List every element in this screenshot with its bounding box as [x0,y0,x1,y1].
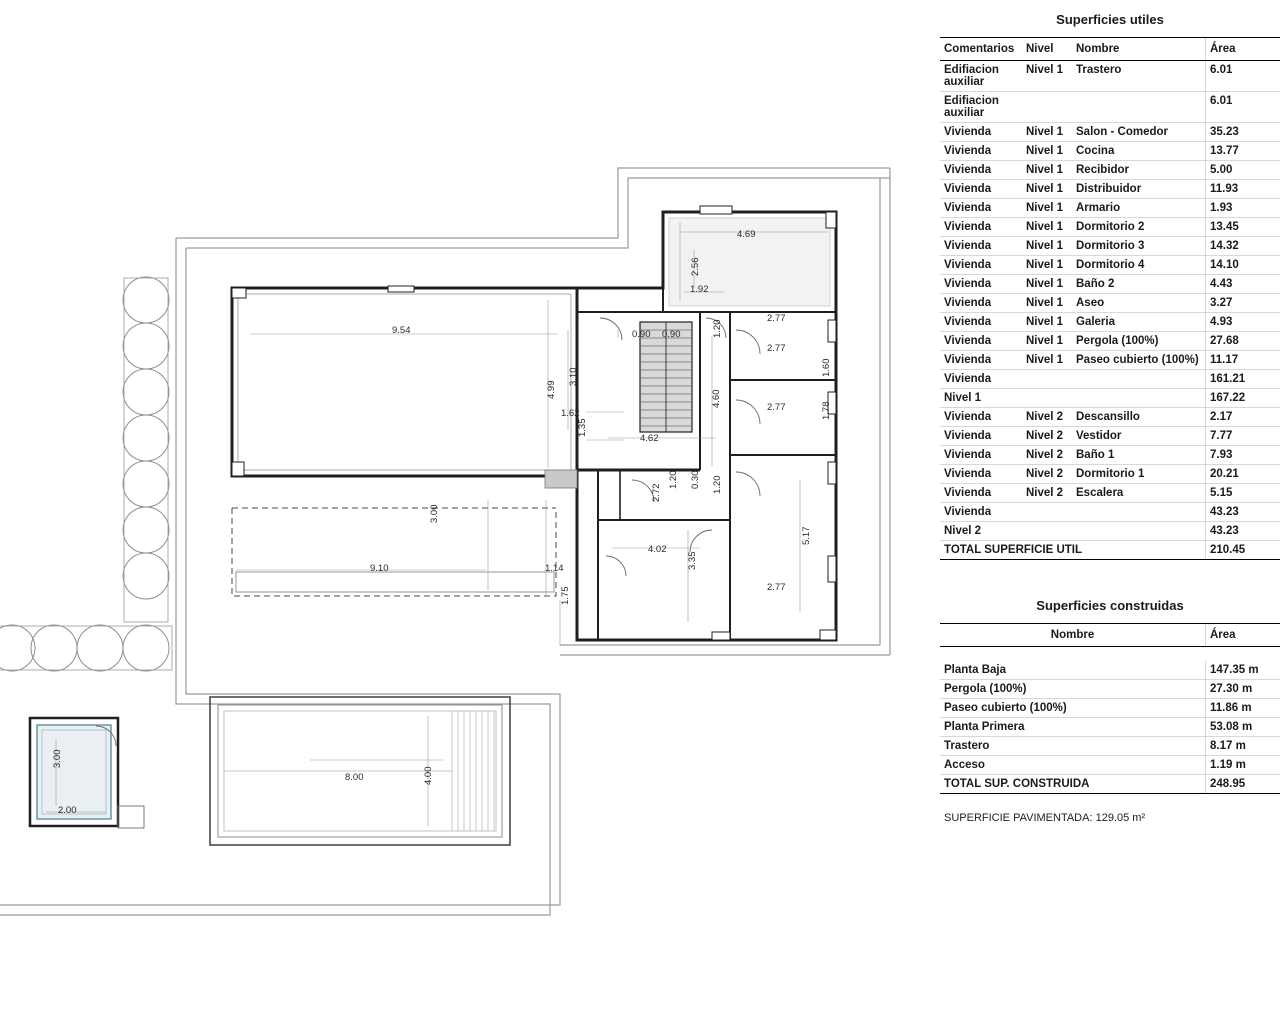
cell-comentarios: Vivienda [940,199,1022,218]
cell-nombre: Dormitorio 4 [1072,256,1206,275]
table-row [940,522,1280,541]
dim-2-77-d: 2.77 [767,582,786,593]
cell-nivel: Nivel 1 [1022,199,1072,218]
cell-nombre [1072,503,1206,522]
cell-nombre: Dormitorio 2 [1072,218,1206,237]
cell-nivel [1022,522,1072,541]
dim-5-17: 5.17 [801,526,812,545]
dim-0-90-b: 0.90 [662,329,681,340]
paved-surface-note: SUPERFICIE PAVIMENTADA: 129.05 m² [944,812,1146,824]
cell-comentarios: Nivel 1 [940,389,1022,408]
dim-2-77-a: 2.77 [767,313,786,324]
cell-area: 11.86 m [1206,699,1280,718]
table-row [940,680,1280,699]
table-total-row-construidas [940,775,1280,794]
table-row [940,332,1280,351]
cell-nombre: Armario [1072,199,1206,218]
cell-area: 5.00 [1206,161,1280,180]
cell-area: 43.23 [1206,503,1280,522]
cell-nombre: Descansillo [1072,408,1206,427]
cell-area: 1.19 m [1206,756,1280,775]
table-row [940,661,1280,680]
cell-nombre: Recibidor [1072,161,1206,180]
table-superficies-construidas [940,623,1280,794]
cell-comentarios: Vivienda [940,180,1022,199]
table-row [940,294,1280,313]
cell-comentarios: Vivienda [940,123,1022,142]
cell-nombre: Trastero [1072,61,1206,92]
table-spacer [940,647,1280,662]
cell-comentarios: Vivienda [940,446,1022,465]
cell-area: 8.17 m [1206,737,1280,756]
cell-nivel [1022,92,1072,123]
cell-nombre [1072,389,1206,408]
header-nombre: Nombre [1072,38,1206,61]
table-row [940,92,1280,123]
cell-nivel: Nivel 1 [1022,294,1072,313]
cell-comentarios: Vivienda [940,484,1022,503]
cell-nombre: Salon - Comedor [1072,123,1206,142]
dim-1-20-mid: 1.20 [668,470,679,489]
cell-comentarios: Edifiacion auxiliar [940,92,1022,123]
cell-nombre [1072,522,1206,541]
dim-1-14: 1.14 [545,563,564,574]
table-row [940,389,1280,408]
table-row [940,756,1280,775]
dim-4-69: 4.69 [737,229,756,240]
cell-comentarios: Vivienda [940,427,1022,446]
dim-2-56: 2.56 [690,257,701,276]
cell-area: 2.17 [1206,408,1280,427]
cell-nivel: Nivel 2 [1022,484,1072,503]
cell-area: 53.08 m [1206,718,1280,737]
cell-comentarios: Vivienda [940,503,1022,522]
total-label: TOTAL SUP. CONSTRUIDA [940,775,1206,794]
cell-nombre [1072,92,1206,123]
dim-0-30: 0.30 [690,470,701,489]
cell-area: 161.21 [1206,370,1280,389]
cell-nivel [1022,389,1072,408]
cell-nombre [1072,370,1206,389]
cell-nombre: Galeria [1072,313,1206,332]
cell-area: 11.93 [1206,180,1280,199]
cell-nivel: Nivel 1 [1022,332,1072,351]
table-row [940,737,1280,756]
table-row [940,484,1280,503]
cell-area: 147.35 m [1206,661,1280,680]
cell-area: 3.27 [1206,294,1280,313]
dim-1-60: 1.60 [821,358,832,377]
table-row [940,61,1280,92]
header-nivel: Nivel [1022,38,1072,61]
header-area: Área [1206,624,1280,647]
table-row [940,218,1280,237]
dim-1-75: 1.75 [560,586,571,605]
cell-nombre: Paseo cubierto (100%) [940,699,1206,718]
cell-nivel [1022,503,1072,522]
table-row [940,180,1280,199]
cell-area: 1.93 [1206,199,1280,218]
cell-comentarios: Vivienda [940,237,1022,256]
dim-4-02: 4.02 [648,544,667,555]
dim-9-10: 9.10 [370,563,389,574]
table-header-row [940,38,1280,61]
dim-1-62: 1.62 [561,408,580,419]
cell-area: 11.17 [1206,351,1280,370]
cell-comentarios: Vivienda [940,256,1022,275]
table-title-utiles: Superficies utiles [1056,12,1164,27]
dim-2-00-aux: 2.00 [58,805,77,816]
cell-area: 14.10 [1206,256,1280,275]
cell-nombre: Cocina [1072,142,1206,161]
dim-4-00: 4.00 [423,766,434,785]
cell-nivel: Nivel 2 [1022,427,1072,446]
cell-comentarios: Vivienda [940,218,1022,237]
table-total-row-utiles [940,541,1280,560]
cell-nivel: Nivel 1 [1022,180,1072,199]
dim-1-78: 1.78 [821,401,832,420]
cell-nombre: Baño 1 [1072,446,1206,465]
cell-nivel: Nivel 1 [1022,123,1072,142]
table-row [940,446,1280,465]
cell-area: 14.32 [1206,237,1280,256]
total-area: 210.45 [1206,541,1280,560]
cell-comentarios: Vivienda [940,351,1022,370]
cell-comentarios: Nivel 2 [940,522,1022,541]
cell-nombre: Escalera [1072,484,1206,503]
cell-nombre: Pergola (100%) [940,680,1206,699]
dim-4-99: 4.99 [546,380,557,399]
area-tables-panel [940,0,1280,1024]
table-row [940,699,1280,718]
table-row [940,275,1280,294]
cell-comentarios: Vivienda [940,142,1022,161]
cell-area: 13.77 [1206,142,1280,161]
dim-2-77-b: 2.77 [767,343,786,354]
cell-nivel: Nivel 1 [1022,351,1072,370]
table-row [940,718,1280,737]
dim-1-20-right: 1.20 [712,475,723,494]
cell-nombre: Vestidor [1072,427,1206,446]
cell-nivel: Nivel 1 [1022,161,1072,180]
dim-9-54: 9.54 [392,325,411,336]
cell-area: 167.22 [1206,389,1280,408]
cell-comentarios: Vivienda [940,408,1022,427]
cell-nivel: Nivel 1 [1022,275,1072,294]
dim-4-62: 4.62 [640,433,659,444]
cell-area: 4.93 [1206,313,1280,332]
cell-nivel: Nivel 2 [1022,408,1072,427]
cell-nivel: Nivel 1 [1022,61,1072,92]
cell-nombre: Pergola (100%) [1072,332,1206,351]
cell-area: 27.30 m [1206,680,1280,699]
table-row [940,161,1280,180]
cell-nombre: Paseo cubierto (100%) [1072,351,1206,370]
cell-nivel: Nivel 2 [1022,446,1072,465]
cell-comentarios: Vivienda [940,332,1022,351]
cell-nivel: Nivel 1 [1022,218,1072,237]
table-row [940,313,1280,332]
cell-nivel: Nivel 1 [1022,256,1072,275]
cell-nombre: Dormitorio 1 [1072,465,1206,484]
cell-nombre: Trastero [940,737,1206,756]
cell-comentarios: Vivienda [940,370,1022,389]
table-row [940,408,1280,427]
cell-nivel [1022,370,1072,389]
table-header-row [940,624,1280,647]
dim-3-00: 3.00 [429,504,440,523]
cell-area: 27.68 [1206,332,1280,351]
table-row [940,142,1280,161]
cell-area: 6.01 [1206,92,1280,123]
cell-nivel: Nivel 1 [1022,237,1072,256]
table-row [940,237,1280,256]
header-comentarios: Comentarios [940,38,1022,61]
cell-nombre: Baño 2 [1072,275,1206,294]
table-row [940,370,1280,389]
cell-nombre: Acceso [940,756,1206,775]
cell-comentarios: Vivienda [940,313,1022,332]
dim-1-35: 1.35 [577,418,588,437]
table-row [940,123,1280,142]
cell-area: 43.23 [1206,522,1280,541]
dim-0-90-a: 0.90 [632,329,651,340]
cell-comentarios: Edifiacion auxiliar [940,61,1022,92]
cell-nombre: Planta Primera [940,718,1206,737]
cell-area: 4.43 [1206,275,1280,294]
cell-nombre: Dormitorio 3 [1072,237,1206,256]
table-title-construidas: Superficies construidas [1036,598,1184,613]
dim-3-10: 3.10 [568,367,579,386]
cell-comentarios: Vivienda [940,465,1022,484]
header-area: Área [1206,38,1280,61]
table-row [940,199,1280,218]
table-superficies-utiles [940,37,1280,560]
cell-area: 13.45 [1206,218,1280,237]
dim-2-77-c: 2.77 [767,402,786,413]
cell-nivel: Nivel 1 [1022,313,1072,332]
total-area: 248.95 [1206,775,1280,794]
dim-1-92: 1.92 [690,284,709,295]
dim-2-72: 2.72 [651,483,662,502]
cell-comentarios: Vivienda [940,161,1022,180]
total-label: TOTAL SUPERFICIE UTIL [940,541,1206,560]
dim-3-00-aux: 3.00 [52,749,63,768]
table-row [940,503,1280,522]
table-row [940,427,1280,446]
table-row [940,465,1280,484]
cell-area: 5.15 [1206,484,1280,503]
cell-area: 35.23 [1206,123,1280,142]
cell-area: 7.77 [1206,427,1280,446]
cell-comentarios: Vivienda [940,294,1022,313]
cell-nivel: Nivel 1 [1022,142,1072,161]
dim-4-60: 4.60 [711,389,722,408]
cell-nombre: Aseo [1072,294,1206,313]
cell-nivel: Nivel 2 [1022,465,1072,484]
header-nombre: Nombre [940,624,1206,647]
table-row [940,256,1280,275]
cell-nombre: Distribuidor [1072,180,1206,199]
dim-3-35: 3.35 [687,551,698,570]
cell-area: 6.01 [1206,61,1280,92]
cell-area: 20.21 [1206,465,1280,484]
dim-8-00: 8.00 [345,772,364,783]
cell-comentarios: Vivienda [940,275,1022,294]
cell-area: 7.93 [1206,446,1280,465]
table-row [940,351,1280,370]
dim-1-20-top: 1.20 [712,319,723,338]
cell-nombre: Planta Baja [940,661,1206,680]
